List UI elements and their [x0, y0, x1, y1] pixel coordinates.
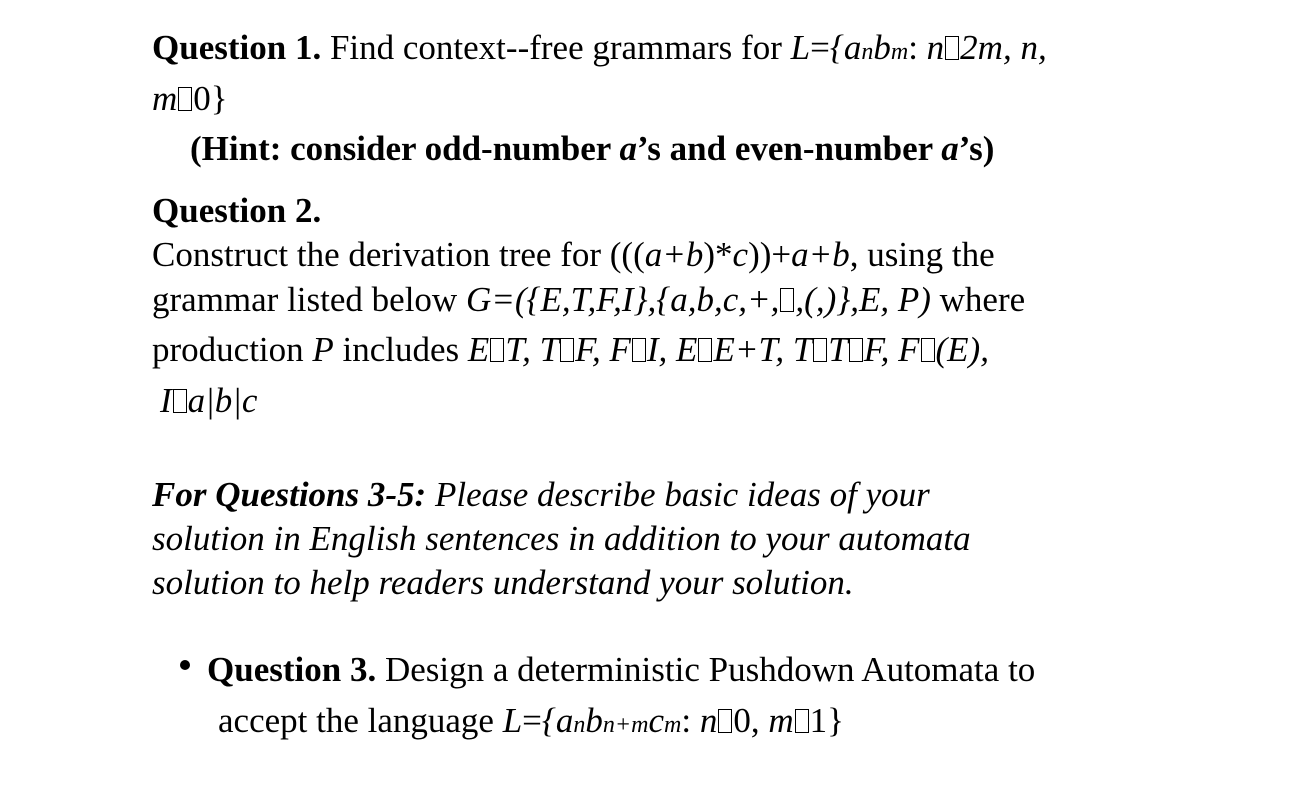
q3-sub: m	[664, 712, 682, 738]
q2-text: where	[930, 280, 1026, 319]
hint-open: (Hint: consider odd-number	[190, 129, 620, 168]
q3-lang: b	[585, 701, 603, 740]
q3-lang: :	[681, 701, 692, 740]
q1-colon: :	[908, 28, 918, 67]
q2-text: grammar listed below	[152, 280, 466, 319]
q2-line-1	[152, 235, 995, 275]
q3-lang: =	[522, 701, 542, 740]
missing-glyph-icon	[632, 338, 646, 362]
note-line-1	[152, 475, 930, 515]
bullet-icon	[180, 660, 190, 670]
q1-brace: {	[829, 28, 844, 67]
rule: E+T, T	[713, 330, 813, 369]
production-P: P	[312, 330, 334, 369]
q2-text: )*	[703, 235, 733, 274]
rule: (E),	[935, 330, 989, 369]
q3-sub: n	[573, 712, 586, 738]
missing-glyph-icon	[560, 338, 574, 362]
missing-glyph-icon	[698, 338, 712, 362]
q3-lang: {	[541, 701, 556, 740]
rule: E	[467, 330, 490, 369]
q1-m-sub: m	[890, 39, 909, 65]
rule: I	[160, 381, 172, 420]
q2-line-4	[160, 381, 257, 421]
missing-glyph-icon	[849, 338, 863, 362]
q3-lang: 1}	[809, 701, 844, 740]
missing-glyph-icon	[490, 338, 504, 362]
q1-line-1	[152, 28, 1047, 72]
q1-intro: Find context--free grammars for	[329, 28, 782, 67]
q3-label: Question 3.	[207, 650, 377, 689]
q3-lang: a	[555, 701, 574, 740]
q3-lang: 0,	[733, 701, 769, 740]
missing-glyph-icon	[921, 338, 935, 362]
q1-n-sub: n	[861, 39, 874, 65]
rule: F, F	[863, 330, 920, 369]
note-label: For Questions 3-5:	[152, 475, 427, 514]
note-text: Please describe basic ideas of your	[426, 475, 930, 514]
rule: T, T	[505, 330, 560, 369]
q3-sub: n+m	[602, 712, 649, 738]
q1-hint	[190, 129, 994, 169]
q2-expr: c	[732, 235, 749, 274]
q2-line-3	[152, 330, 989, 370]
q1-a: a	[843, 28, 862, 67]
rule: a|b|c	[187, 381, 258, 420]
missing-glyph-icon	[718, 709, 732, 733]
q3-lang: c	[648, 701, 664, 740]
q2-text: includes	[333, 330, 468, 369]
q1-zero-close: 0}	[193, 79, 228, 118]
grammar-def: G=({E,T,F,I},{a,b,c,+,	[465, 280, 780, 319]
q3-lang: n	[691, 701, 718, 740]
missing-glyph-icon	[795, 709, 809, 733]
q1-two-m: 2m, n,	[960, 28, 1047, 67]
hint-a2: a	[941, 129, 959, 168]
rule: F, F	[575, 330, 631, 369]
grammar-def: ,(,)},E, P)	[795, 280, 931, 319]
q3-line-1	[207, 650, 1035, 690]
note-line-3: solution to help readers understand your solution.	[152, 563, 854, 602]
q1-lang-L: L	[790, 28, 811, 67]
q2-text: , using the	[849, 235, 995, 274]
q1-label: Question 1.	[152, 28, 322, 67]
q3-lang: m	[768, 701, 794, 740]
q1-b: b	[873, 28, 891, 67]
hint-a1: a	[619, 129, 637, 168]
q2-text: Construct the derivation tree for (((	[152, 235, 645, 274]
rule: I, E	[646, 330, 698, 369]
missing-glyph-icon	[945, 36, 959, 60]
q1-eq: =	[810, 28, 830, 67]
q2-text: production	[152, 330, 313, 369]
q1-n-var: n	[926, 28, 945, 67]
q3-line-2	[218, 701, 844, 745]
hint-close: ’s)	[958, 129, 995, 168]
hint-mid: ’s and even-number	[636, 129, 942, 168]
note-line-2: solution in English sentences in addition to your automata	[152, 519, 971, 558]
q2-label: Question 2.	[152, 191, 322, 230]
q3-text: Design a deterministic Pushdown Automata to	[376, 650, 1036, 689]
q3-text: accept the language	[218, 701, 503, 740]
q3-lang: L	[502, 701, 523, 740]
missing-glyph-icon	[178, 87, 192, 111]
missing-glyph-icon	[813, 338, 827, 362]
missing-glyph-icon	[780, 288, 794, 312]
missing-glyph-icon	[173, 389, 187, 413]
q1-m-var: m	[152, 79, 178, 118]
q2-expr: a+b	[791, 235, 850, 274]
q2-expr: a+b	[644, 235, 704, 274]
rule: T	[828, 330, 848, 369]
q1-line-2	[152, 79, 228, 119]
q2-line-2	[152, 280, 1025, 320]
q2-text: ))+	[748, 235, 792, 274]
